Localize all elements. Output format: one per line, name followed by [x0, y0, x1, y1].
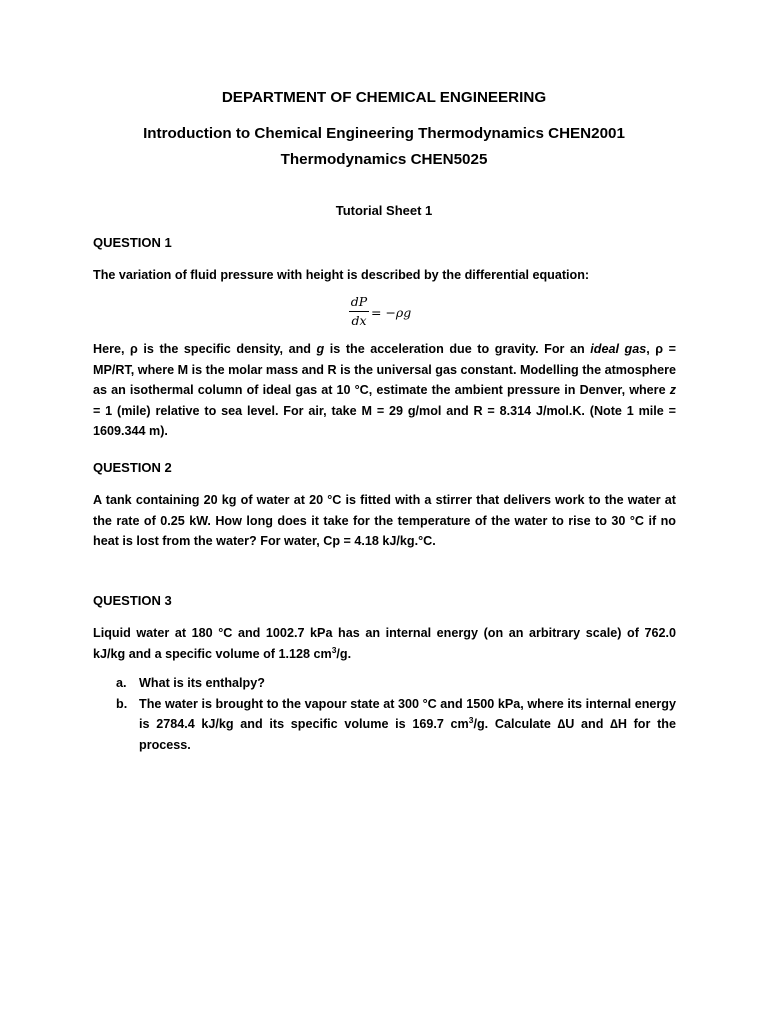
equation-numerator: dP [350, 294, 368, 309]
list-marker: b. [116, 696, 128, 711]
list-item-text: /g. Calculate ∆U and ∆H for the process. [139, 717, 676, 752]
fraction-bar [349, 311, 369, 312]
question-1-body [93, 339, 676, 442]
q1-body-text: , ρ = MP/RT, where M is the molar mass and R is the universal gas constant. Modelling the atmosphere as an isothermal column of ideal gas at 10 °C, estimate the ambient pressure in Denver, where [93, 342, 676, 397]
list-item-text: The water is brought to the vapour state at 300 °C and 1500 kPa, where its internal energy is 2784.4 kJ/kg and its specific volume is 169.7 cm [139, 696, 676, 731]
course-title-line1: Introduction to Chemical Engineering Thermodynamics CHEN2001 [143, 125, 625, 142]
superscript: 3 [331, 644, 337, 655]
question-3-subparts [93, 673, 676, 755]
sheet-title: Tutorial Sheet 1 [335, 203, 433, 218]
question-1-intro: The variation of fluid pressure with height is described by the differential equation: [93, 268, 590, 282]
list-marker: a. [116, 676, 127, 690]
q3-body-text: /g. [336, 646, 352, 661]
question-1-heading: QUESTION 1 [93, 235, 172, 250]
question-2-body: A tank containing 20 kg of water at 20 °C is fitted with a stirrer that delivers work to the water at the rate of 0.25 kW. How long does it take for the temperature of the water to rise to 30 °C if no heat is lost from the water? For water, Cp = 4.18 kJ/kg.°C. [93, 493, 676, 548]
g-symbol: g [316, 342, 325, 356]
question-3-heading: QUESTION 3 [93, 593, 172, 608]
superscript: 3 [468, 714, 474, 725]
course-title-line2: Thermodynamics CHEN5025 [280, 151, 488, 168]
equation-rhs: = −ρg [371, 305, 412, 320]
q1-body-text: is the acceleration due to gravity. For an [324, 342, 591, 356]
list-item [93, 673, 676, 694]
z-symbol: z [669, 383, 676, 397]
list-item [93, 694, 676, 756]
question-2-heading: QUESTION 2 [93, 460, 172, 475]
question-3-body [93, 623, 676, 664]
q1-body-text: Here, ρ is the specific density, and [93, 342, 317, 356]
equation-denominator: dx [351, 313, 367, 328]
list-item-text: What is its enthalpy? [139, 676, 265, 690]
q1-body-text: = 1 (mile) relative to sea level. For air, take M = 29 g/mol and R = 8.314 J/mol.K. (Note 1 mile = 1609.344 m). [93, 403, 676, 438]
ideal-gas-term: ideal gas [590, 342, 647, 356]
department-heading: DEPARTMENT OF CHEMICAL ENGINEERING [221, 89, 547, 106]
q3-body-text: Liquid water at 180 °C and 1002.7 kPa has an internal energy (on an arbitrary scale) of 762.0 kJ/kg and a specific volume of 1.128 cm [93, 626, 676, 661]
